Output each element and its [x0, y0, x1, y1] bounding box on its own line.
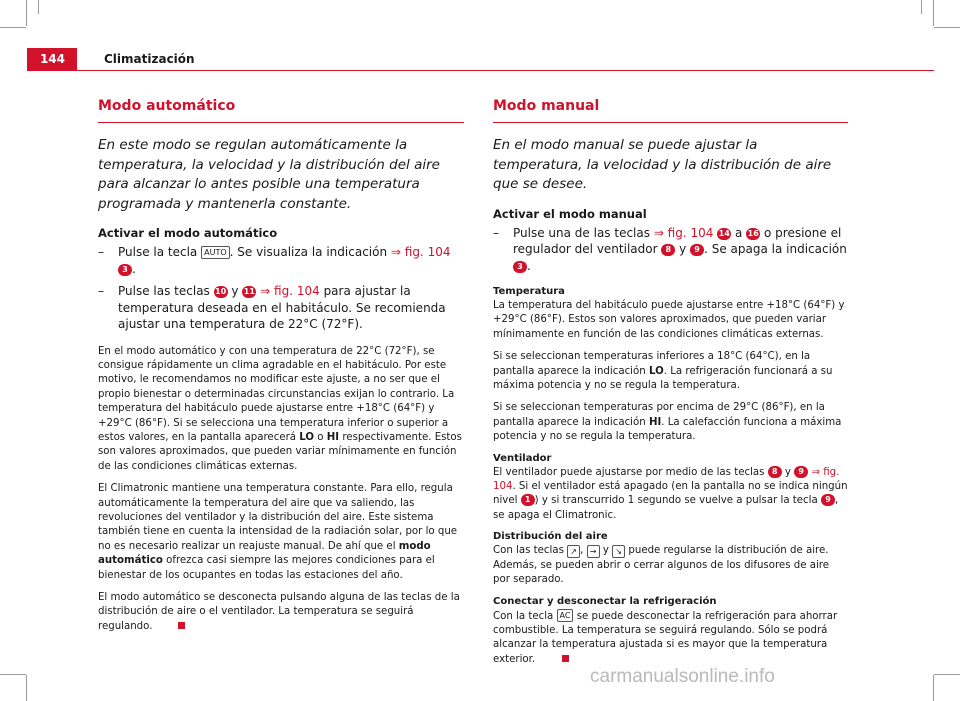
figure-link[interactable]: ⇒ fig. 104 — [256, 284, 320, 298]
body-paragraph: El Climatronic mantiene una temperatura constante. Para ello, regula automáticamente la temperatura del aire que va saliendo, las revoluciones del ventilador y la distribución del aire. Este sistema también tiene en cuenta la intensidad de la radiación solar, por lo que no es necesario realizar un reajuste manual. De ahí que el modo automático ofrezca casi siempre las mejores condiciones para el bienestar de los ocupantes en todas las estaciones del año. — [98, 483, 458, 581]
chapter-title: Climatización — [104, 52, 195, 66]
crop-mark — [0, 27, 26, 28]
crop-mark — [26, 675, 27, 701]
callout-number: 16 — [747, 228, 759, 238]
callout-number: 3 — [118, 264, 132, 276]
page-number: 144 — [27, 48, 77, 70]
step-item: – Pulse las teclas 10 y 11 ⇒ fig. 104 para ajustar la temperatura deseada en el habitáculo. Se recomienda ajustar una temperatura de 22°C (72°F). — [98, 284, 446, 331]
body-paragraph: Con las teclas ↗ , → y ↘ puede regularse la distribución de aire. Además, se pueden abrir o cerrar algunos de los difusores de aire por separado. — [493, 545, 830, 586]
callout-number: 1 — [521, 494, 535, 506]
body-paragraph: Si se seleccionan temperaturas inferiores a 18°C (64°C), en la pantalla aparece la indicación LO. La refrigeración funcionará a su máxima potencia y no se regula la temperatura. — [493, 351, 833, 392]
figure-link[interactable]: ⇒ fig. 104 — [653, 225, 714, 240]
crop-mark — [26, 0, 27, 26]
callout-number: 9 — [690, 244, 704, 256]
automatic-mode-section — [98, 98, 464, 642]
callout-number: 10 — [215, 287, 227, 296]
callout-number: 9 — [794, 466, 808, 478]
step-dash: – — [98, 284, 104, 298]
air-to-windscreen-key-icon: ↗ — [567, 545, 580, 558]
automatic-mode-intro: En este modo se regulan automáticamente la temperatura, la velocidad y la distribución del aire para alcanzar lo antes posible una temperatura programada y mantenerla constante. — [98, 137, 440, 212]
automatic-mode-title: Modo automático — [98, 98, 464, 123]
body-paragraph: Si se seleccionan temperaturas por encima de 29°C (86°F), en la pantalla aparece la indicación HI. La calefacción funciona a máxima potencia y no se regula la temperatura. — [493, 402, 842, 443]
body-paragraph: El ventilador puede ajustarse por medio de las teclas 8 y 9 ⇒ fig. 104. Si el ventilador está apagado (en la pantalla no se indica ningún nivel 1 ) y si transcurrido 1 segundo se vuelve a pulsar la tecla 9 , se apaga el Climatronic. — [493, 466, 848, 521]
air-to-upper-body-key-icon: → — [587, 545, 600, 558]
crop-mark — [933, 675, 934, 701]
temperature-heading: Temperatura — [493, 286, 565, 297]
callout-number: 8 — [661, 244, 675, 256]
crop-mark — [38, 0, 39, 14]
crop-mark — [934, 674, 960, 675]
auto-key-icon: AUTO — [201, 246, 230, 259]
figure-link[interactable]: ⇒ fig. 104 — [493, 466, 840, 493]
section-end-mark-icon — [562, 655, 569, 662]
ac-key-icon: AC — [557, 609, 574, 622]
crop-mark — [921, 0, 922, 14]
section-end-mark-icon — [178, 622, 185, 629]
fan-heading: Ventilador — [493, 452, 552, 464]
callout-number: 14 — [718, 228, 730, 238]
crop-mark — [934, 27, 960, 28]
cooling-heading: Conectar y desconectar la refrigeración — [493, 595, 717, 607]
crop-mark — [0, 674, 26, 675]
activate-manual-heading: Activar el modo manual — [493, 206, 647, 221]
manual-mode-section — [493, 98, 848, 675]
body-paragraph: El modo automático se desconecta pulsando alguna de las teclas de la distribución de aire o el ventilador. La temperatura se seguirá regulando. — [98, 592, 460, 632]
step-dash: – — [493, 225, 499, 240]
callout-number: 8 — [768, 466, 782, 478]
crop-mark — [933, 0, 934, 26]
watermark: carmanualsonline.info — [590, 666, 775, 687]
manual-mode-intro: En el modo manual se puede ajustar la temperatura, la velocidad y la distribución de aire que se desee. — [493, 137, 832, 192]
air-to-footwell-key-icon: ↘ — [612, 545, 625, 558]
manual-mode-title: Modo manual — [493, 98, 848, 123]
body-paragraph: Con la tecla AC se puede desconectar la refrigeración para ahorrar combustible. La temperatura se seguirá regulando. Sólo se podrá alcanzar la temperatura ajustada si es mayor que la temperatura exterior. — [493, 610, 838, 665]
step-dash: – — [98, 245, 104, 259]
figure-link[interactable]: ⇒ fig. 104 — [390, 245, 451, 259]
body-paragraph: La temperatura del habitáculo puede ajustarse entre +18°C (64°F) y +29°C (86°F). Estos son valores aproximados, que pueden variar mínimamente en función de las condiciones climáticas externas. — [493, 300, 845, 340]
step-item: – Pulse una de las teclas ⇒ fig. 104 14 a 16 o presione el regulador del ventilador 8 y 9 . Se apaga la indicación 3 . — [493, 225, 847, 273]
callout-number: 9 — [821, 494, 835, 506]
activate-automatic-heading: Activar el modo automático — [98, 226, 278, 240]
header-rule — [27, 70, 934, 71]
callout-number: 3 — [513, 261, 527, 273]
body-paragraph: En el modo automático y con una temperatura de 22°C (72°F), se consigue rápidamente un clima agradable en el habitáculo. Por este motivo, le recomendamos no modificar este ajuste, a no ser que el propio bienestar o determinadas circunstancias exijan lo contrario. La temperatura del habitáculo puede ajustarse entre +18°C (64°F) y +29°C (86°F). Si se selecciona una temperatura inferior o superior a estos valores, en la pantalla aparecerá LO o HI respectivamente. Estos son valores aproximados, que pueden variar mínimamente en función de las condiciones climáticas externas. — [98, 345, 462, 472]
callout-number: 11 — [243, 287, 255, 296]
step-item: – Pulse la tecla AUTO . Se visualiza la indicación ⇒ fig. 104 3 . — [98, 245, 451, 276]
air-distribution-heading: Distribución del aire — [493, 531, 608, 543]
